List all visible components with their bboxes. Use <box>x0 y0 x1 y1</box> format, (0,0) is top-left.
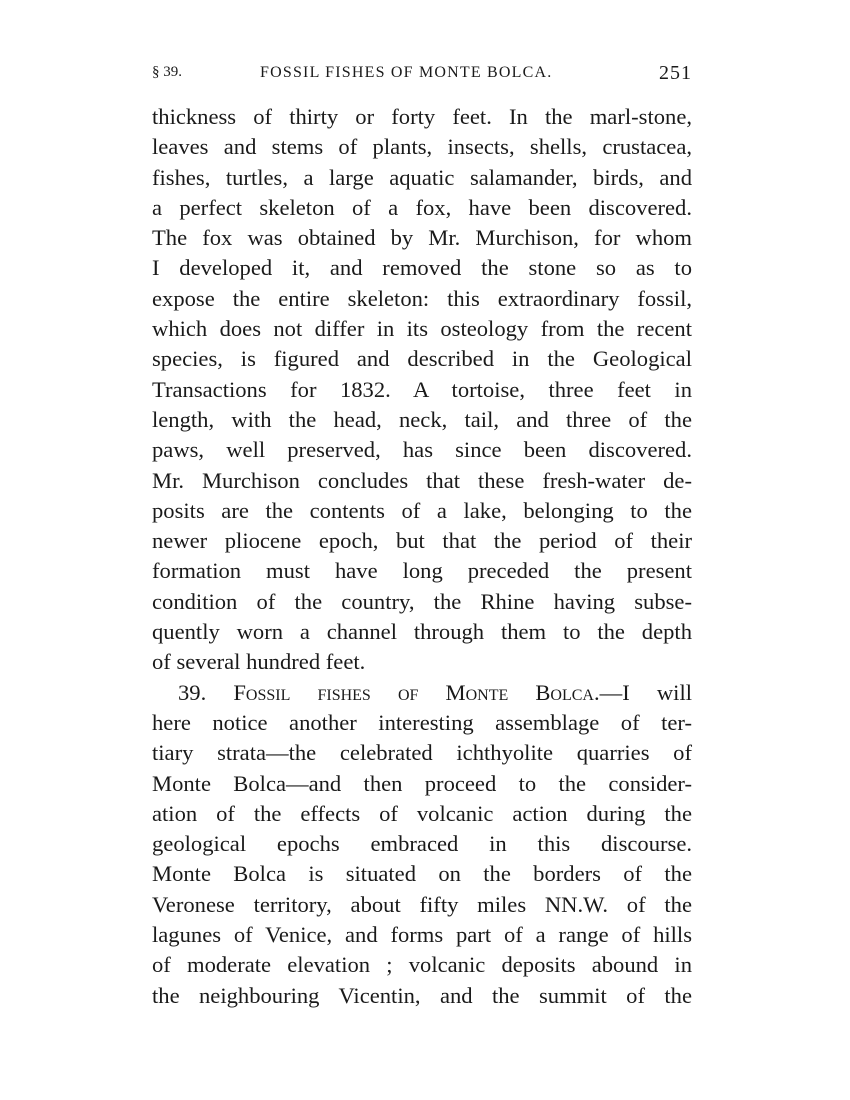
text-line: tiary strata—the celebrated ichthyolite quarries of <box>152 740 692 766</box>
paragraph-1 <box>152 102 692 678</box>
book-page <box>152 62 692 1011</box>
text-line: —I will <box>599 679 692 705</box>
text-line: lagunes of Venice, and forms part of a range of hills <box>152 922 692 948</box>
text-line: formation must have long preceded the present <box>152 558 692 584</box>
text-line: I developed it, and removed the stone so as to <box>152 255 692 281</box>
text-line: Monte Bolca is situated on the borders of the <box>152 861 692 887</box>
text-line: geological epochs embraced in this discourse. <box>152 831 692 857</box>
text-line: posits are the contents of a lake, belonging to the <box>152 497 692 523</box>
text-line: expose the entire skeleton: this extraordinary fossil, <box>152 285 692 311</box>
text-line: fishes, turtles, a large aquatic salamander, birds, and <box>152 164 692 190</box>
running-head-section: § 39. <box>152 64 182 80</box>
text-line: quently worn a channel through them to the depth <box>152 619 692 645</box>
text-line: length, with the head, neck, tail, and three of the <box>152 406 692 432</box>
text-line: Veronese territory, about fifty miles NN.W. of the <box>152 891 692 917</box>
text-line: a perfect skeleton of a fox, have been discovered. <box>152 194 692 220</box>
text-line: leaves and stems of plants, insects, shells, crustacea, <box>152 134 692 160</box>
text-line: Mr. Murchison concludes that these fresh-water de- <box>152 467 692 493</box>
text-line: of moderate elevation ; volcanic deposits abound in <box>152 952 692 978</box>
text-line: Monte Bolca—and then proceed to the consider- <box>152 770 692 796</box>
text-line: Transactions for 1832. A tortoise, three feet in <box>152 376 692 402</box>
running-head-title: FOSSIL FISHES OF MONTE BOLCA. <box>260 64 553 81</box>
text-line: The fox was obtained by Mr. Murchison, for whom <box>152 225 692 251</box>
text-line: the neighbouring Vicentin, and the summit of the <box>152 982 692 1008</box>
section-heading: Fossil fishes of Monte Bolca. <box>233 679 600 705</box>
section-heading-line <box>152 678 692 708</box>
running-head <box>152 62 692 94</box>
text-line: of several hundred feet. <box>152 649 366 675</box>
page-number: 251 <box>659 62 692 84</box>
text-line: species, is figured and described in the Geological <box>152 346 692 372</box>
text-line: condition of the country, the Rhine having subse- <box>152 588 692 614</box>
text-line: thickness of thirty or forty feet. In the marl-stone, <box>152 104 692 129</box>
body-text <box>152 102 692 1011</box>
text-line: ation of the effects of volcanic action during the <box>152 800 692 826</box>
text-line: paws, well preserved, has since been discovered. <box>152 437 692 463</box>
text-line: which does not differ in its osteology from the recent <box>152 316 692 342</box>
text-line: newer pliocene epoch, but that the period of their <box>152 528 692 554</box>
text-line: here notice another interesting assemblage of ter- <box>152 709 692 735</box>
paragraph-2 <box>152 678 692 1011</box>
section-number: 39. <box>178 679 207 705</box>
